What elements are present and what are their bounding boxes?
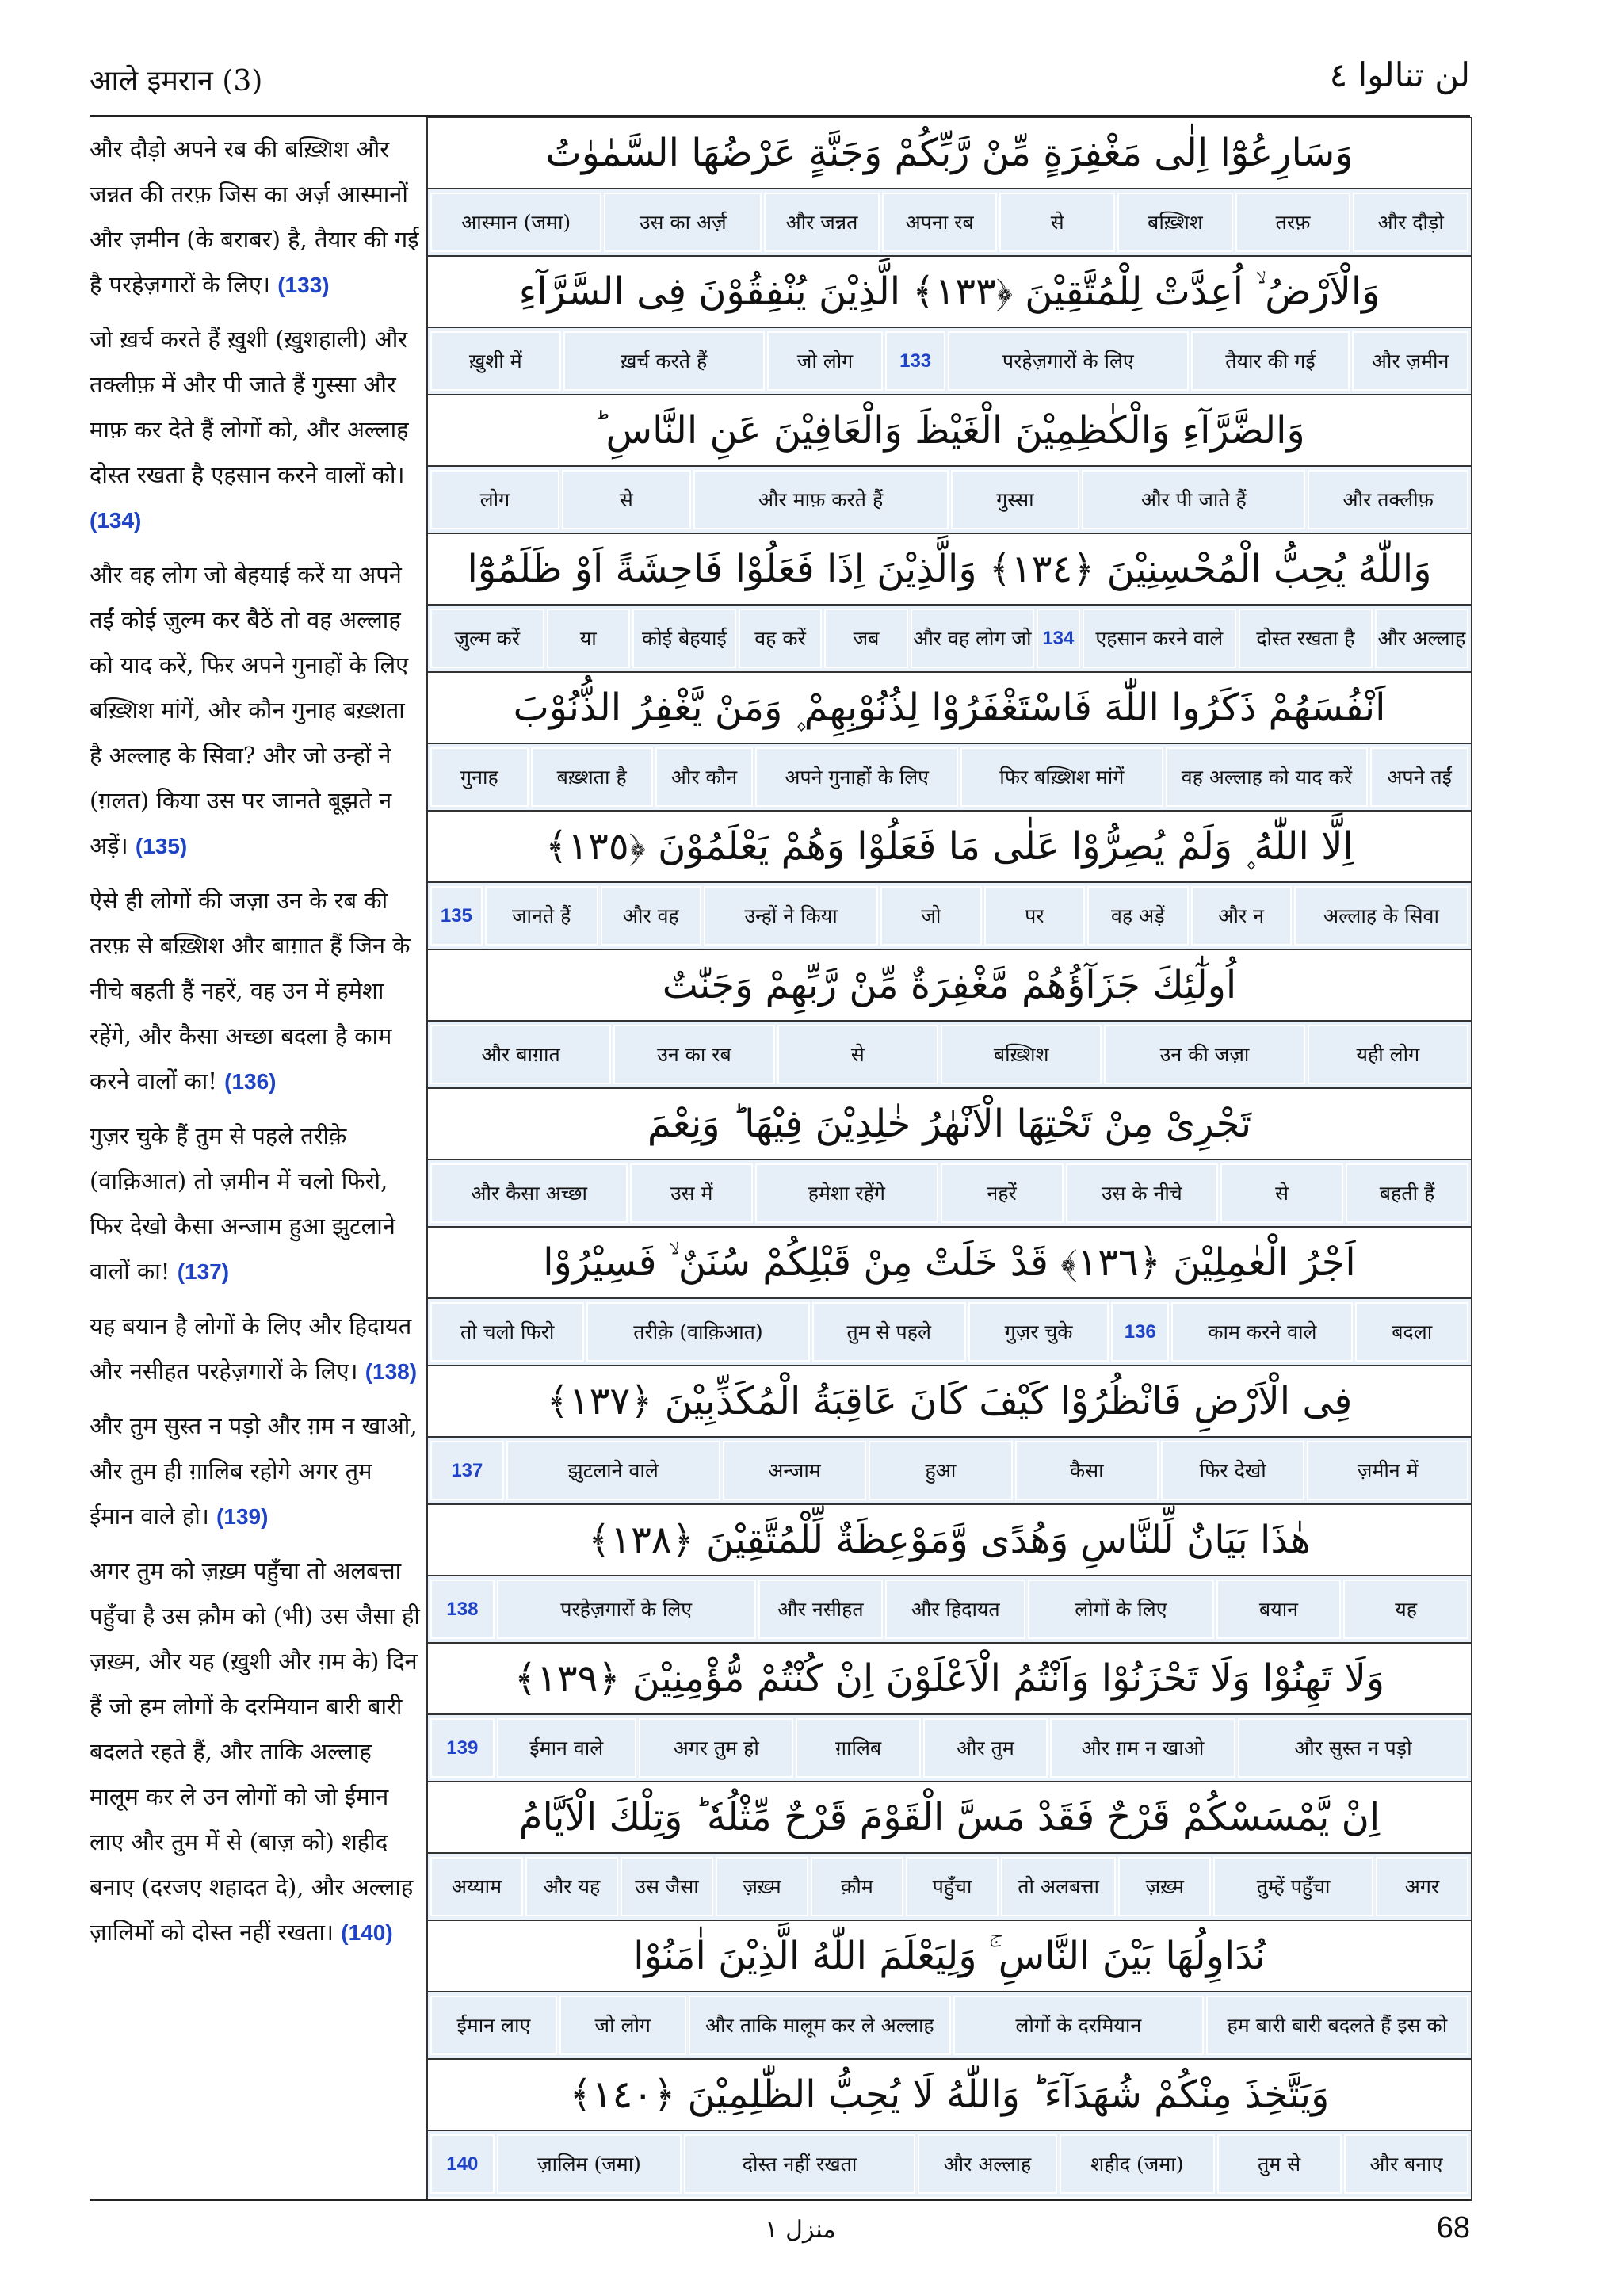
arabic-line: [428, 1503, 1471, 1575]
arabic-text: اِنْ يَّمْسَسْكُمْ قَرْحٌ فَقَدْ مَسَّ الْقَوْمَ قَرْحٌ مِّثْلُهٗ ؕ وَتِلْكَ الْاَيَّامُ: [518, 1795, 1381, 1839]
gloss-row: [428, 465, 1471, 533]
translation-text: और वह लोग जो बेहयाई करें या अपने तईं कोई ज़ुल्म कर बैठें तो वह अल्लाह को याद करें, फिर अपने गुनाहों के लिए बख़्शिश मांगें, और कौन गुनाह बख़्शता है अल्लाह के सिवा? और जो उन्हों ने (ग़लत) किया उस पर जानते बूझते न अड़ें।: [90, 561, 409, 859]
gloss-cell: और जन्नत: [764, 193, 880, 252]
gloss-cell: एहसान करने वाले: [1083, 609, 1236, 668]
gloss-cell: अगर तुम हो: [639, 1718, 794, 1778]
verse-number: (137): [177, 1259, 230, 1284]
gloss-cell: ईमान लाए: [430, 1996, 557, 2055]
translation-text: ऐसे ही लोगों की जज़ा उन के रब की तरफ़ से बख़्शिश और बाग़ात हैं जिन के नीचे बहती हैं नहरें, वह उन में हमेशा रहेंगे, और कैसा अच्छा बदला है काम करने वालों का!: [90, 887, 411, 1095]
gloss-cell: गुस्सा: [951, 470, 1080, 529]
gloss-cell: बदला: [1355, 1302, 1468, 1362]
arabic-line: [428, 1920, 1471, 1991]
gloss-row: [428, 881, 1471, 949]
gloss-cell: हमेशा रहेंगे: [755, 1163, 938, 1223]
gloss-cell: से: [1220, 1163, 1343, 1223]
verse-number: (136): [224, 1069, 277, 1094]
gloss-row: [428, 327, 1471, 394]
gloss-cell: और ज़मीन: [1352, 331, 1468, 391]
arabic-text: وَلَا تَهِنُوْا وَلَا تَحْزَنُوْا وَاَنْتُمُ الْاَعْلَوْنَ اِنْ كُنْتُمْ مُّؤْمِنِيْنَ ﴿١٣٩﴾: [514, 1656, 1385, 1701]
gloss-cell: वह अड़ें: [1087, 886, 1188, 946]
translation-text: और तुम सुस्त न पड़ो और ग़म न खाओ, और तुम ही ग़ालिब रहोगे अगर तुम ईमान वाले हो।: [90, 1412, 418, 1530]
gloss-cell: बयान: [1216, 1580, 1342, 1639]
gloss-cell: झुटलाने वाले: [506, 1441, 720, 1500]
gloss-cell: उन्हों ने किया: [704, 886, 878, 946]
gloss-cell: और तक्लीफ़: [1308, 470, 1468, 529]
arabic-text: اُولٰٓئِكَ جَزَآؤُهُمْ مَّغْفِرَةٌ مِّنْ رَّبِّهِمْ وَجَنّٰتٌ: [662, 963, 1237, 1007]
gloss-row: [428, 1852, 1471, 1920]
arabic-text: وَالضَّرَّآءِ وَالْكٰظِمِيْنَ الْغَيْظَ وَالْعَافِيْنَ عَنِ النَّاسِ ؕ: [594, 408, 1305, 453]
arabic-text: اَنْفُسَهُمْ ذَكَرُوا اللّٰهَ فَاسْتَغْفَرُوْا لِذُنُوْبِهِمْ ۪ وَمَنْ يَّغْفِرُ الذُّنُوْبَ: [513, 685, 1386, 730]
gloss-cell: तरीक़े (वाक़िआत): [586, 1302, 809, 1362]
translation-text: गुज़र चुके हैं तुम से पहले तरीक़े (वाक़िआत) तो ज़मीन में चलो फिरो, फिर देखो कैसा अन्जाम हुआ झुटलाने वालों का!: [90, 1122, 395, 1285]
gloss-cell: बख़्शता है: [531, 747, 653, 807]
manzil-label: منزل ۱: [765, 2216, 836, 2244]
gloss-cell: और कौन: [655, 747, 754, 807]
gloss-cell: उन की जज़ा: [1104, 1025, 1304, 1084]
gloss-cell: जो लोग: [559, 1996, 686, 2055]
gloss-cell: और ताकि मालूम कर ले अल्लाह: [689, 1996, 951, 2055]
gloss-cell: और यह: [525, 1857, 618, 1916]
gloss-cell: ख़र्च करते हैं: [563, 331, 765, 391]
gloss-cell: उन का रब: [613, 1025, 774, 1084]
gloss-cell: कोई बेहयाई: [632, 609, 736, 668]
gloss-cell: अन्जाम: [723, 1441, 866, 1500]
gloss-cell: लोगों के दरमियान: [953, 1996, 1204, 2055]
gloss-cell: और अल्लाह: [1375, 609, 1468, 668]
arabic-line: [428, 949, 1471, 1020]
gloss-verse-number: 133: [885, 331, 945, 391]
verse-number: (133): [277, 273, 330, 297]
arabic-text: هٰذَا بَيَانٌ لِّلنَّاسِ وَهُدًى وَّمَوْعِظَةٌ لِّلْمُتَّقِيْنَ ﴿١٣٨﴾: [588, 1518, 1311, 1562]
gloss-cell: जो लोग: [767, 331, 884, 391]
gloss-cell: ज़ालिम (जमा): [497, 2134, 682, 2194]
gloss-cell: और नसीहत: [758, 1580, 884, 1639]
arabic-line: [428, 255, 1471, 327]
gloss-verse-number: 139: [430, 1718, 495, 1778]
arabic-line: [428, 2058, 1471, 2130]
gloss-cell: आस्मान (जमा): [430, 193, 601, 252]
arabic-line: [428, 1781, 1471, 1852]
gloss-cell: हम बारी बारी बदलते हैं इस को: [1206, 1996, 1468, 2055]
gloss-cell: यही लोग: [1308, 1025, 1468, 1084]
page-number: 68: [1436, 2211, 1470, 2244]
gloss-cell: वह करें: [739, 609, 822, 668]
gloss-cell: जब: [824, 609, 907, 668]
gloss-cell: उस का अर्ज़: [604, 193, 762, 252]
translation-paragraph: [90, 552, 422, 869]
translation-column: [90, 127, 422, 1965]
gloss-cell: अपने गुनाहों के लिए: [755, 747, 958, 807]
gloss-row: [428, 1575, 1471, 1642]
gloss-cell: शहीद (जमा): [1060, 2134, 1215, 2194]
gloss-cell: और कैसा अच्छा: [430, 1163, 628, 1223]
gloss-cell: परहेज़गारों के लिए: [948, 331, 1189, 391]
gloss-cell: और अल्लाह: [918, 2134, 1057, 2194]
gloss-cell: अय्याम: [430, 1857, 523, 1916]
gloss-row: [428, 2130, 1471, 2197]
translation-paragraph: [90, 317, 422, 543]
gloss-verse-number: 137: [430, 1441, 504, 1500]
gloss-cell: तो चलो फिरो: [430, 1302, 584, 1362]
arabic-line: [428, 533, 1471, 604]
gloss-cell: और दौड़ो: [1353, 193, 1468, 252]
arabic-line: [428, 117, 1471, 188]
gloss-cell: और सुस्त न पड़ो: [1238, 1718, 1468, 1778]
gloss-cell: उस जैसा: [621, 1857, 713, 1916]
gloss-cell: कैसा: [1015, 1441, 1159, 1500]
gloss-cell: और बाग़ात: [430, 1025, 611, 1084]
verse-number: (140): [341, 1920, 393, 1945]
gloss-verse-number: 134: [1037, 609, 1080, 668]
gloss-cell: और ग़म न खाओ: [1050, 1718, 1235, 1778]
gloss-cell: अल्लाह के सिवा: [1294, 886, 1468, 946]
gloss-row: [428, 1713, 1471, 1781]
gloss-cell: तरफ़: [1235, 193, 1351, 252]
page-header: [90, 55, 1470, 115]
gloss-cell: गुज़र चुके: [968, 1302, 1109, 1362]
gloss-cell: से: [562, 470, 691, 529]
gloss-cell: तुम्हें पहुँचा: [1213, 1857, 1373, 1916]
gloss-cell: हुआ: [869, 1441, 1012, 1500]
gloss-cell: दोस्त नहीं रखता: [684, 2134, 915, 2194]
gloss-row: [428, 1159, 1471, 1226]
arabic-text: اِلَّا اللّٰهُ ۪ وَلَمْ يُصِرُّوْا عَلٰى مَا فَعَلُوْا وَهُمْ يَعْلَمُوْنَ ﴿١٣٥﴾: [545, 823, 1354, 869]
gloss-cell: से: [777, 1025, 938, 1084]
translation-paragraph: [90, 1304, 422, 1394]
gloss-cell: और वह लोग जो: [911, 609, 1034, 668]
arabic-text: اَجْرُ الْعٰمِلِيْنَ ﴿١٣٦﴾ قَدْ خَلَتْ مِنْ قَبْلِكُمْ سُنَنٌ ۙ فَسِيْرُوْا: [543, 1240, 1356, 1285]
gloss-verse-number: 138: [430, 1580, 495, 1639]
gloss-row: [428, 1020, 1471, 1087]
gloss-cell: वह अल्लाह को याद करें: [1166, 747, 1369, 807]
gloss-cell: से: [999, 193, 1115, 252]
gloss-cell: बहती हैं: [1346, 1163, 1468, 1223]
gloss-cell: लोगों के लिए: [1028, 1580, 1214, 1639]
word-by-word-table: [426, 117, 1472, 2201]
gloss-cell: ज़ख़्म: [716, 1857, 808, 1916]
translation-text: जो ख़र्च करते हैं ख़ुशी (ख़ुशहाली) और तक्लीफ़ में और पी जाते हैं गुस्सा और माफ़ कर देते हैं लोगों को, और अल्लाह दोस्त रखता है एहसान करने वालों को।: [90, 326, 409, 488]
footer-divider: [90, 2199, 1470, 2201]
arabic-text: وَسَارِعُوْٓا اِلٰى مَغْفِرَةٍ مِّنْ رَّبِّكُمْ وَجَنَّةٍ عَرْضُهَا السَّمٰوٰتُ: [545, 131, 1354, 175]
translation-text: यह बयान है लोगों के लिए और हिदायत और नसीहत परहेज़गारों के लिए।: [90, 1312, 412, 1385]
arabic-text: وَيَتَّخِذَ مِنْكُمْ شُهَدَآءَ ؕ وَاللّٰهُ لَا يُحِبُّ الظّٰلِمِيْنَ ﴿١٤٠﴾: [569, 2073, 1330, 2117]
gloss-cell: तैयार की गई: [1191, 331, 1350, 391]
juz-title: لن تنالوا ٤: [1329, 55, 1470, 94]
verse-number: (138): [365, 1359, 418, 1384]
gloss-row: [428, 1991, 1471, 2058]
gloss-cell: ज़मीन में: [1307, 1441, 1468, 1500]
arabic-text: فِى الْاَرْضِ فَانْظُرُوْا كَيْفَ كَانَ عَاقِبَةُ الْمُكَذِّبِيْنَ ﴿١٣٧﴾: [546, 1379, 1353, 1423]
gloss-cell: अगर: [1376, 1857, 1468, 1916]
gloss-cell: ख़ुशी में: [430, 331, 561, 391]
gloss-verse-number: 135: [430, 886, 483, 946]
translation-paragraph: [90, 1114, 422, 1294]
gloss-cell: ज़ख़्म: [1118, 1857, 1211, 1916]
translation-paragraph: [90, 1404, 422, 1539]
verse-number: (134): [90, 508, 142, 533]
gloss-row: [428, 1297, 1471, 1365]
gloss-cell: फिर बख़्शिश मांगें: [960, 747, 1163, 807]
verse-number: (135): [135, 834, 188, 858]
arabic-line: [428, 671, 1471, 743]
arabic-text: تَجْرِىْ مِنْ تَحْتِهَا الْاَنْهٰرُ خٰلِدِيْنَ فِيْهَا ؕ وَنِعْمَ: [647, 1102, 1252, 1146]
gloss-cell: अपने तईं: [1370, 747, 1468, 807]
gloss-cell: तुम से पहले: [812, 1302, 966, 1362]
gloss-cell: लोग: [430, 470, 559, 529]
gloss-cell: ज़ुल्म करें: [430, 609, 544, 668]
gloss-cell: बख़्शिश: [941, 1025, 1102, 1084]
arabic-line: [428, 810, 1471, 881]
gloss-cell: और न: [1191, 886, 1292, 946]
arabic-line: [428, 394, 1471, 465]
gloss-row: [428, 188, 1471, 255]
gloss-cell: नहरें: [941, 1163, 1064, 1223]
gloss-cell: ग़ालिब: [796, 1718, 920, 1778]
gloss-cell: या: [547, 609, 630, 668]
gloss-cell: काम करने वाले: [1171, 1302, 1353, 1362]
gloss-cell: जो: [880, 886, 981, 946]
gloss-cell: और हिदायत: [885, 1580, 1025, 1639]
gloss-cell: दोस्त रखता है: [1239, 609, 1373, 668]
gloss-cell: और बनाए: [1344, 2134, 1468, 2194]
translation-paragraph: [90, 1549, 422, 1955]
gloss-cell: पहुँचा: [906, 1857, 999, 1916]
gloss-cell: तुम से: [1217, 2134, 1342, 2194]
gloss-cell: और माफ़ करते हैं: [693, 470, 949, 529]
gloss-cell: और वह: [601, 886, 701, 946]
gloss-cell: परहेज़गारों के लिए: [497, 1580, 756, 1639]
gloss-cell: और तुम: [923, 1718, 1048, 1778]
arabic-text: وَالْاَرْضُ ۙ اُعِدَّتْ لِلْمُتَّقِيْنَ ﴿١٣٣﴾ الَّذِيْنَ يُنْفِقُوْنَ فِى السَّرَّآءِ: [518, 269, 1381, 314]
gloss-cell: यह: [1343, 1580, 1468, 1639]
translation-paragraph: [90, 127, 422, 308]
gloss-cell: जानते हैं: [485, 886, 598, 946]
gloss-cell: अपना रब: [882, 193, 998, 252]
gloss-verse-number: 140: [430, 2134, 495, 2194]
gloss-cell: उस में: [630, 1163, 753, 1223]
gloss-cell: फिर देखो: [1161, 1441, 1304, 1500]
surah-title: आले इमरान (3): [90, 65, 263, 97]
gloss-cell: पर: [984, 886, 1085, 946]
arabic-line: [428, 1642, 1471, 1713]
arabic-line: [428, 1365, 1471, 1436]
gloss-cell: बख़्शिश: [1117, 193, 1233, 252]
translation-text: और दौड़ो अपने रब की बख़्शिश और जन्नत की तरफ़ जिस का अर्ज़ आस्मानों और ज़मीन (के बराबर) है, तैयार की गई है परहेज़गारों के लिए।: [90, 136, 419, 298]
gloss-cell: उस के नीचे: [1066, 1163, 1219, 1223]
gloss-row: [428, 743, 1471, 810]
gloss-cell: तो अलबत्ता: [1001, 1857, 1116, 1916]
arabic-text: وَاللّٰهُ يُحِبُّ الْمُحْسِنِيْنَ ﴿١٣٤﴾ وَالَّذِيْنَ اِذَا فَعَلُوْا فَاحِشَةً اَوْ ظَلَمُوْٓا: [467, 547, 1432, 591]
gloss-cell: क़ौम: [811, 1857, 903, 1916]
gloss-row: [428, 604, 1471, 671]
gloss-verse-number: 136: [1111, 1302, 1169, 1362]
gloss-cell: ईमान वाले: [497, 1718, 636, 1778]
translation-text: अगर तुम को ज़ख़्म पहुँचा तो अलबत्ता पहुँचा है उस क़ौम को (भी) उस जैसा ही ज़ख़्म, और यह (ख़ुशी और ग़म के) दिन हैं जो हम लोगों के दरमियान बारी बारी बदलते रहते हैं, और ताकि अल्लाह मालूम कर ले उन लोगों को जो ईमान लाए और तुम में से (बाज़ को) शहीद बनाए (दरजए शहादत दे), और अल्लाह ज़ालिमों को दोस्त नहीं रखता।: [90, 1557, 420, 1946]
verse-number: (139): [216, 1504, 269, 1529]
gloss-cell: और पी जाते हैं: [1082, 470, 1305, 529]
gloss-cell: गुनाह: [430, 747, 529, 807]
gloss-row: [428, 1436, 1471, 1503]
arabic-text: نُدَاوِلُهَا بَيْنَ النَّاسِ ۚ وَلِيَعْلَمَ اللّٰهُ الَّذِيْنَ اٰمَنُوْا: [633, 1933, 1266, 1978]
translation-paragraph: [90, 878, 422, 1104]
arabic-line: [428, 1087, 1471, 1159]
arabic-line: [428, 1226, 1471, 1297]
